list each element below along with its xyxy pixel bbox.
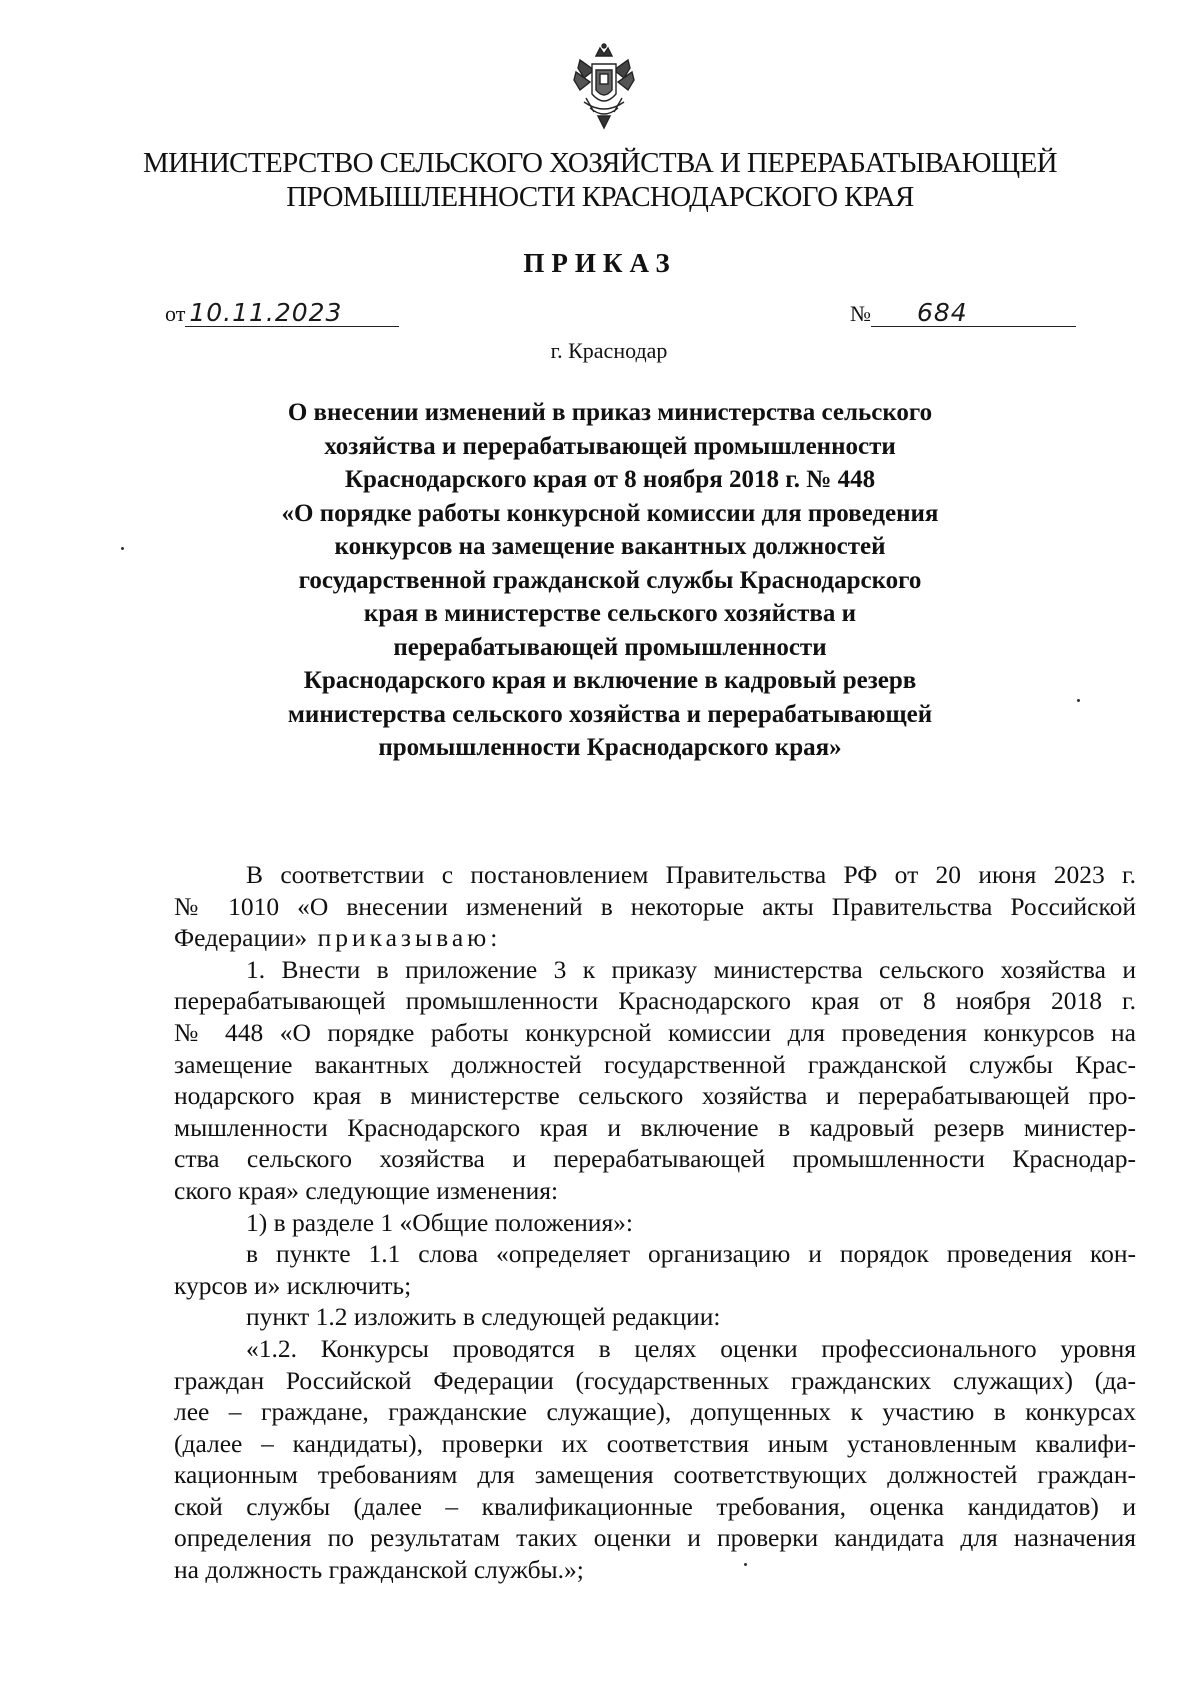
body-line — [174, 1428, 1136, 1460]
body-line — [174, 1459, 1136, 1491]
body-line — [174, 1396, 1136, 1428]
title-line: министерства сельского хозяйства и перерабатывающей — [287, 700, 933, 728]
body-line-text: 1. Внести в приложение 3 к приказу министерства сельского хозяйства и — [246, 954, 1136, 984]
body-line — [174, 1333, 1136, 1365]
body-line — [174, 1112, 1136, 1144]
document-title — [200, 396, 1020, 765]
ministry-name — [100, 146, 1100, 214]
body-line-text: в пункте 1.1 слова «определяет организацию и порядок проведения кон- — [246, 1239, 1136, 1269]
ministry-line-2: ПРОМЫШЛЕННОСТИ КРАСНОДАРСКОГО КРАЯ — [286, 181, 914, 213]
number-prefix: № — [850, 301, 871, 326]
body-line-text: № 448 «О порядке работы конкурсной комиссии для проведения конкурсов на — [174, 1017, 1136, 1047]
order-number — [850, 300, 1076, 327]
body-line-text: (далее – кандидаты), проверки их соответствия иным установленным квалифи- — [174, 1428, 1136, 1458]
title-line: конкурсов на замещение вакантных должностей — [334, 533, 886, 560]
body-line-text: ской службы (далее – квалификационные требования, оценка кандидатов) и — [174, 1491, 1136, 1521]
body-line — [174, 1049, 1136, 1081]
scan-speck — [121, 547, 124, 550]
scan-speck — [1077, 699, 1080, 702]
title-line: Краснодарского края от 8 ноября 2018 г. № 448 — [344, 466, 876, 493]
body-line-text: мышленности Краснодарского края и включение в кадровый резерв министер- — [174, 1112, 1136, 1142]
number-value: 684 — [871, 300, 1076, 327]
title-line: перерабатывающей промышленности — [393, 633, 827, 661]
title-line: хозяйства и перерабатывающей промышленности — [324, 432, 896, 460]
body-line-text: 1) в разделе 1 «Общие положения»: — [246, 1207, 634, 1237]
body-line-text: № 1010 «О внесении изменений в некоторые акты Правительства Российской — [174, 891, 1136, 921]
body-line-spaced-text: приказываю: — [307, 923, 502, 953]
title-line: государственной гражданской службы Краснодарского — [298, 566, 922, 594]
body-line — [174, 1238, 1136, 1270]
document-body — [174, 859, 1136, 1586]
body-line — [174, 1017, 1136, 1049]
body-line — [174, 1554, 1136, 1586]
body-line-text: замещение вакантных должностей государственной гражданской службы Крас- — [174, 1049, 1136, 1079]
body-line-text: «1.2. Конкурсы проводятся в целях оценки профессионального уровня — [246, 1333, 1136, 1363]
body-line-text: лее – граждане, гражданские служащие), допущенных к участию в конкурсах — [174, 1397, 1136, 1427]
body-line-text: на должность гражданской службы.»; — [174, 1555, 584, 1585]
title-line: Краснодарского края и включение в кадровый резерв — [303, 667, 917, 694]
body-line — [174, 1270, 1136, 1302]
body-line — [174, 1365, 1136, 1397]
body-line-text: курсов и» исключить; — [174, 1270, 412, 1300]
city: г. Краснодар — [550, 338, 668, 363]
body-line — [174, 922, 1136, 954]
krasnodar-coat-of-arms-icon — [572, 42, 636, 130]
body-line — [174, 1143, 1136, 1175]
title-line: промышленности Краснодарского края» — [378, 734, 842, 761]
body-line-text: граждан Российской Федерации (государственных гражданских служащих) (да- — [174, 1365, 1136, 1395]
title-line: края в министерстве сельского хозяйства и — [363, 600, 857, 627]
scan-speck — [744, 1563, 747, 1566]
body-line-text: кационным требованиям для замещения соответствующих должностей граждан- — [174, 1460, 1136, 1490]
body-line-text: пункт 1.2 изложить в следующей редакции: — [246, 1302, 721, 1332]
body-line — [174, 1491, 1136, 1523]
document-type: ПРИКАЗ — [523, 248, 677, 278]
date-value: 10.11.2023 — [185, 300, 399, 327]
body-line — [174, 891, 1136, 923]
body-line — [174, 985, 1136, 1017]
body-line-text: ства сельского хозяйства и перерабатывающей промышленности Краснодар- — [174, 1144, 1136, 1174]
body-line — [174, 1522, 1136, 1554]
body-line-text: нодарского края в министерстве сельского хозяйства и перерабатывающей про- — [174, 1081, 1136, 1111]
body-line — [174, 859, 1136, 891]
order-date — [165, 300, 399, 327]
ministry-line-1: МИНИСТЕРСТВО СЕЛЬСКОГО ХОЗЯЙСТВА И ПЕРЕРАБАТЫВАЮЩЕЙ — [142, 147, 1058, 179]
date-prefix: от — [165, 301, 186, 326]
body-line — [174, 1207, 1136, 1239]
body-line — [174, 1301, 1136, 1333]
body-line — [174, 1175, 1136, 1207]
body-line — [174, 954, 1136, 986]
body-line-text: Федерации» — [174, 923, 308, 953]
body-line-text: ского края» следующие изменения: — [174, 1175, 559, 1205]
title-line: «О порядке работы конкурсной комиссии для проведения — [281, 499, 939, 527]
body-line-text: В соответствии с постановлением Правительства РФ от 20 июня 2023 г. — [246, 860, 1136, 889]
body-line-text: определения по результатам таких оценки и проверки кандидата для назначения — [174, 1523, 1136, 1553]
body-line-text: перерабатывающей промышленности Краснодарского края от 8 ноября 2018 г. — [174, 986, 1136, 1016]
body-line — [174, 1080, 1136, 1112]
title-line: О внесении изменений в приказ министерства сельского — [287, 399, 933, 426]
